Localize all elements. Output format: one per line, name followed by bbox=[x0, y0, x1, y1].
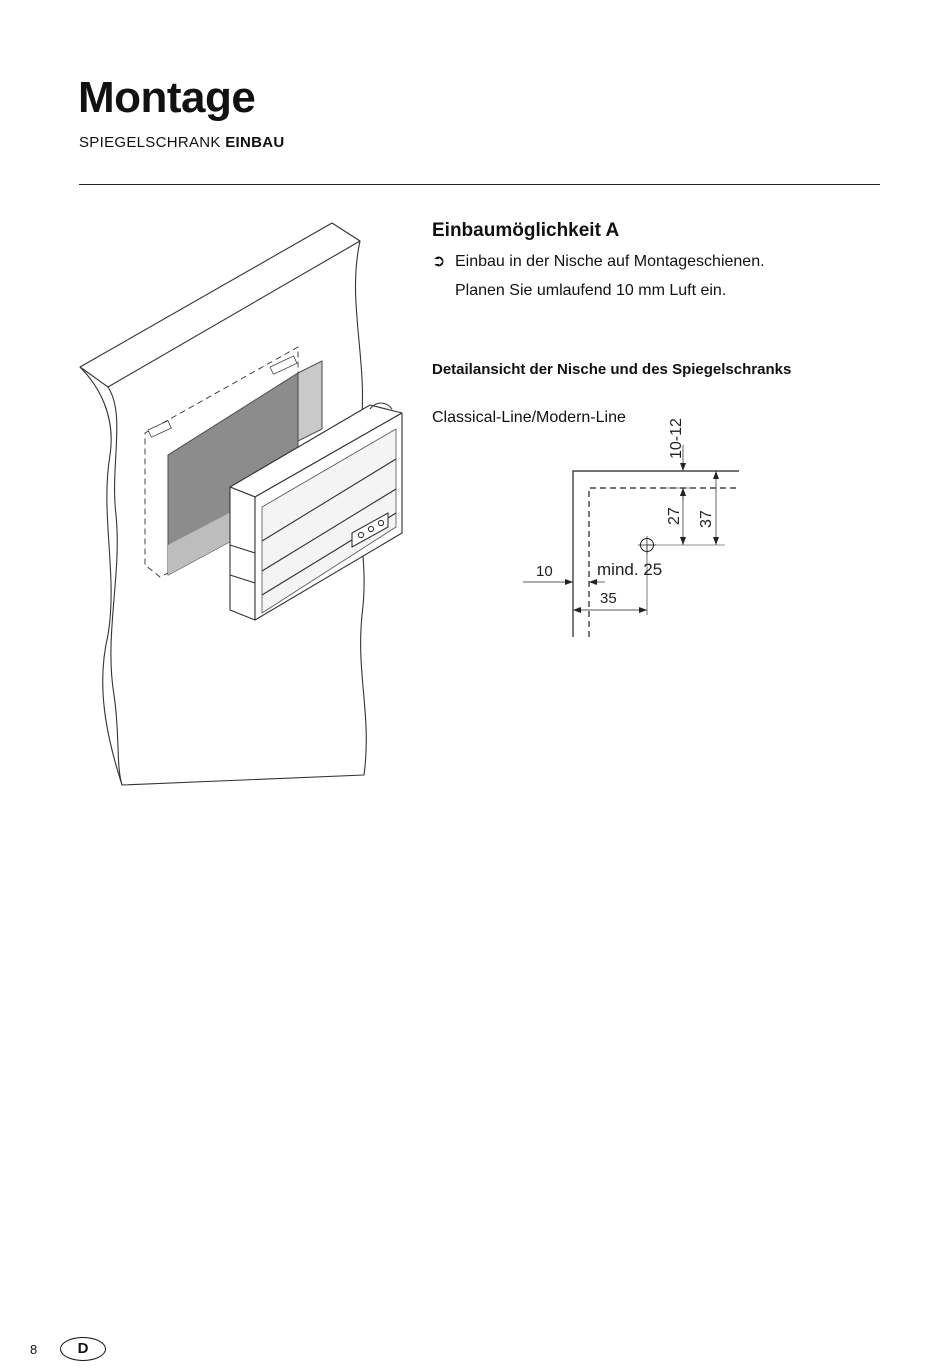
installation-illustration bbox=[70, 215, 430, 795]
bullet-text: Einbau in der Nische auf Montageschienen. bbox=[455, 253, 765, 270]
bullet-text-continued: Planen Sie umlaufend 10 mm Luft ein. bbox=[455, 282, 727, 299]
dim-top-gap: 10-12 bbox=[668, 418, 685, 459]
section-heading: Einbaumöglichkeit A bbox=[432, 220, 620, 241]
page-number: 8 bbox=[30, 1342, 38, 1357]
socket-1-icon bbox=[358, 532, 363, 537]
bullet-item bbox=[432, 251, 765, 273]
socket-2-icon bbox=[368, 526, 373, 531]
niche-edge-line bbox=[573, 471, 739, 637]
cabinet-front-frame bbox=[230, 487, 255, 620]
page-subtitle bbox=[79, 134, 285, 151]
detail-heading: Detailansicht der Nische und des Spiegelschranks bbox=[432, 361, 792, 378]
subtitle-prefix: SPIEGELSCHRANK bbox=[79, 134, 221, 151]
subtitle-bold: EINBAU bbox=[225, 134, 285, 151]
arrow-right-icon: ➲ bbox=[432, 253, 446, 270]
dim-35: 35 bbox=[600, 590, 617, 607]
dim-mind-25: mind. 25 bbox=[597, 560, 663, 579]
header-divider bbox=[79, 184, 880, 185]
dim-37: 37 bbox=[698, 510, 715, 528]
socket-3-icon bbox=[378, 520, 383, 525]
page-title: Montage bbox=[78, 73, 256, 122]
dim-10: 10 bbox=[536, 563, 553, 580]
niche-detail-drawing bbox=[515, 405, 755, 645]
dim-27: 27 bbox=[666, 507, 683, 525]
variant-label: Classical-Line/Modern-Line bbox=[432, 409, 626, 426]
niche-side-light bbox=[298, 361, 322, 441]
language-badge: D bbox=[60, 1337, 106, 1361]
